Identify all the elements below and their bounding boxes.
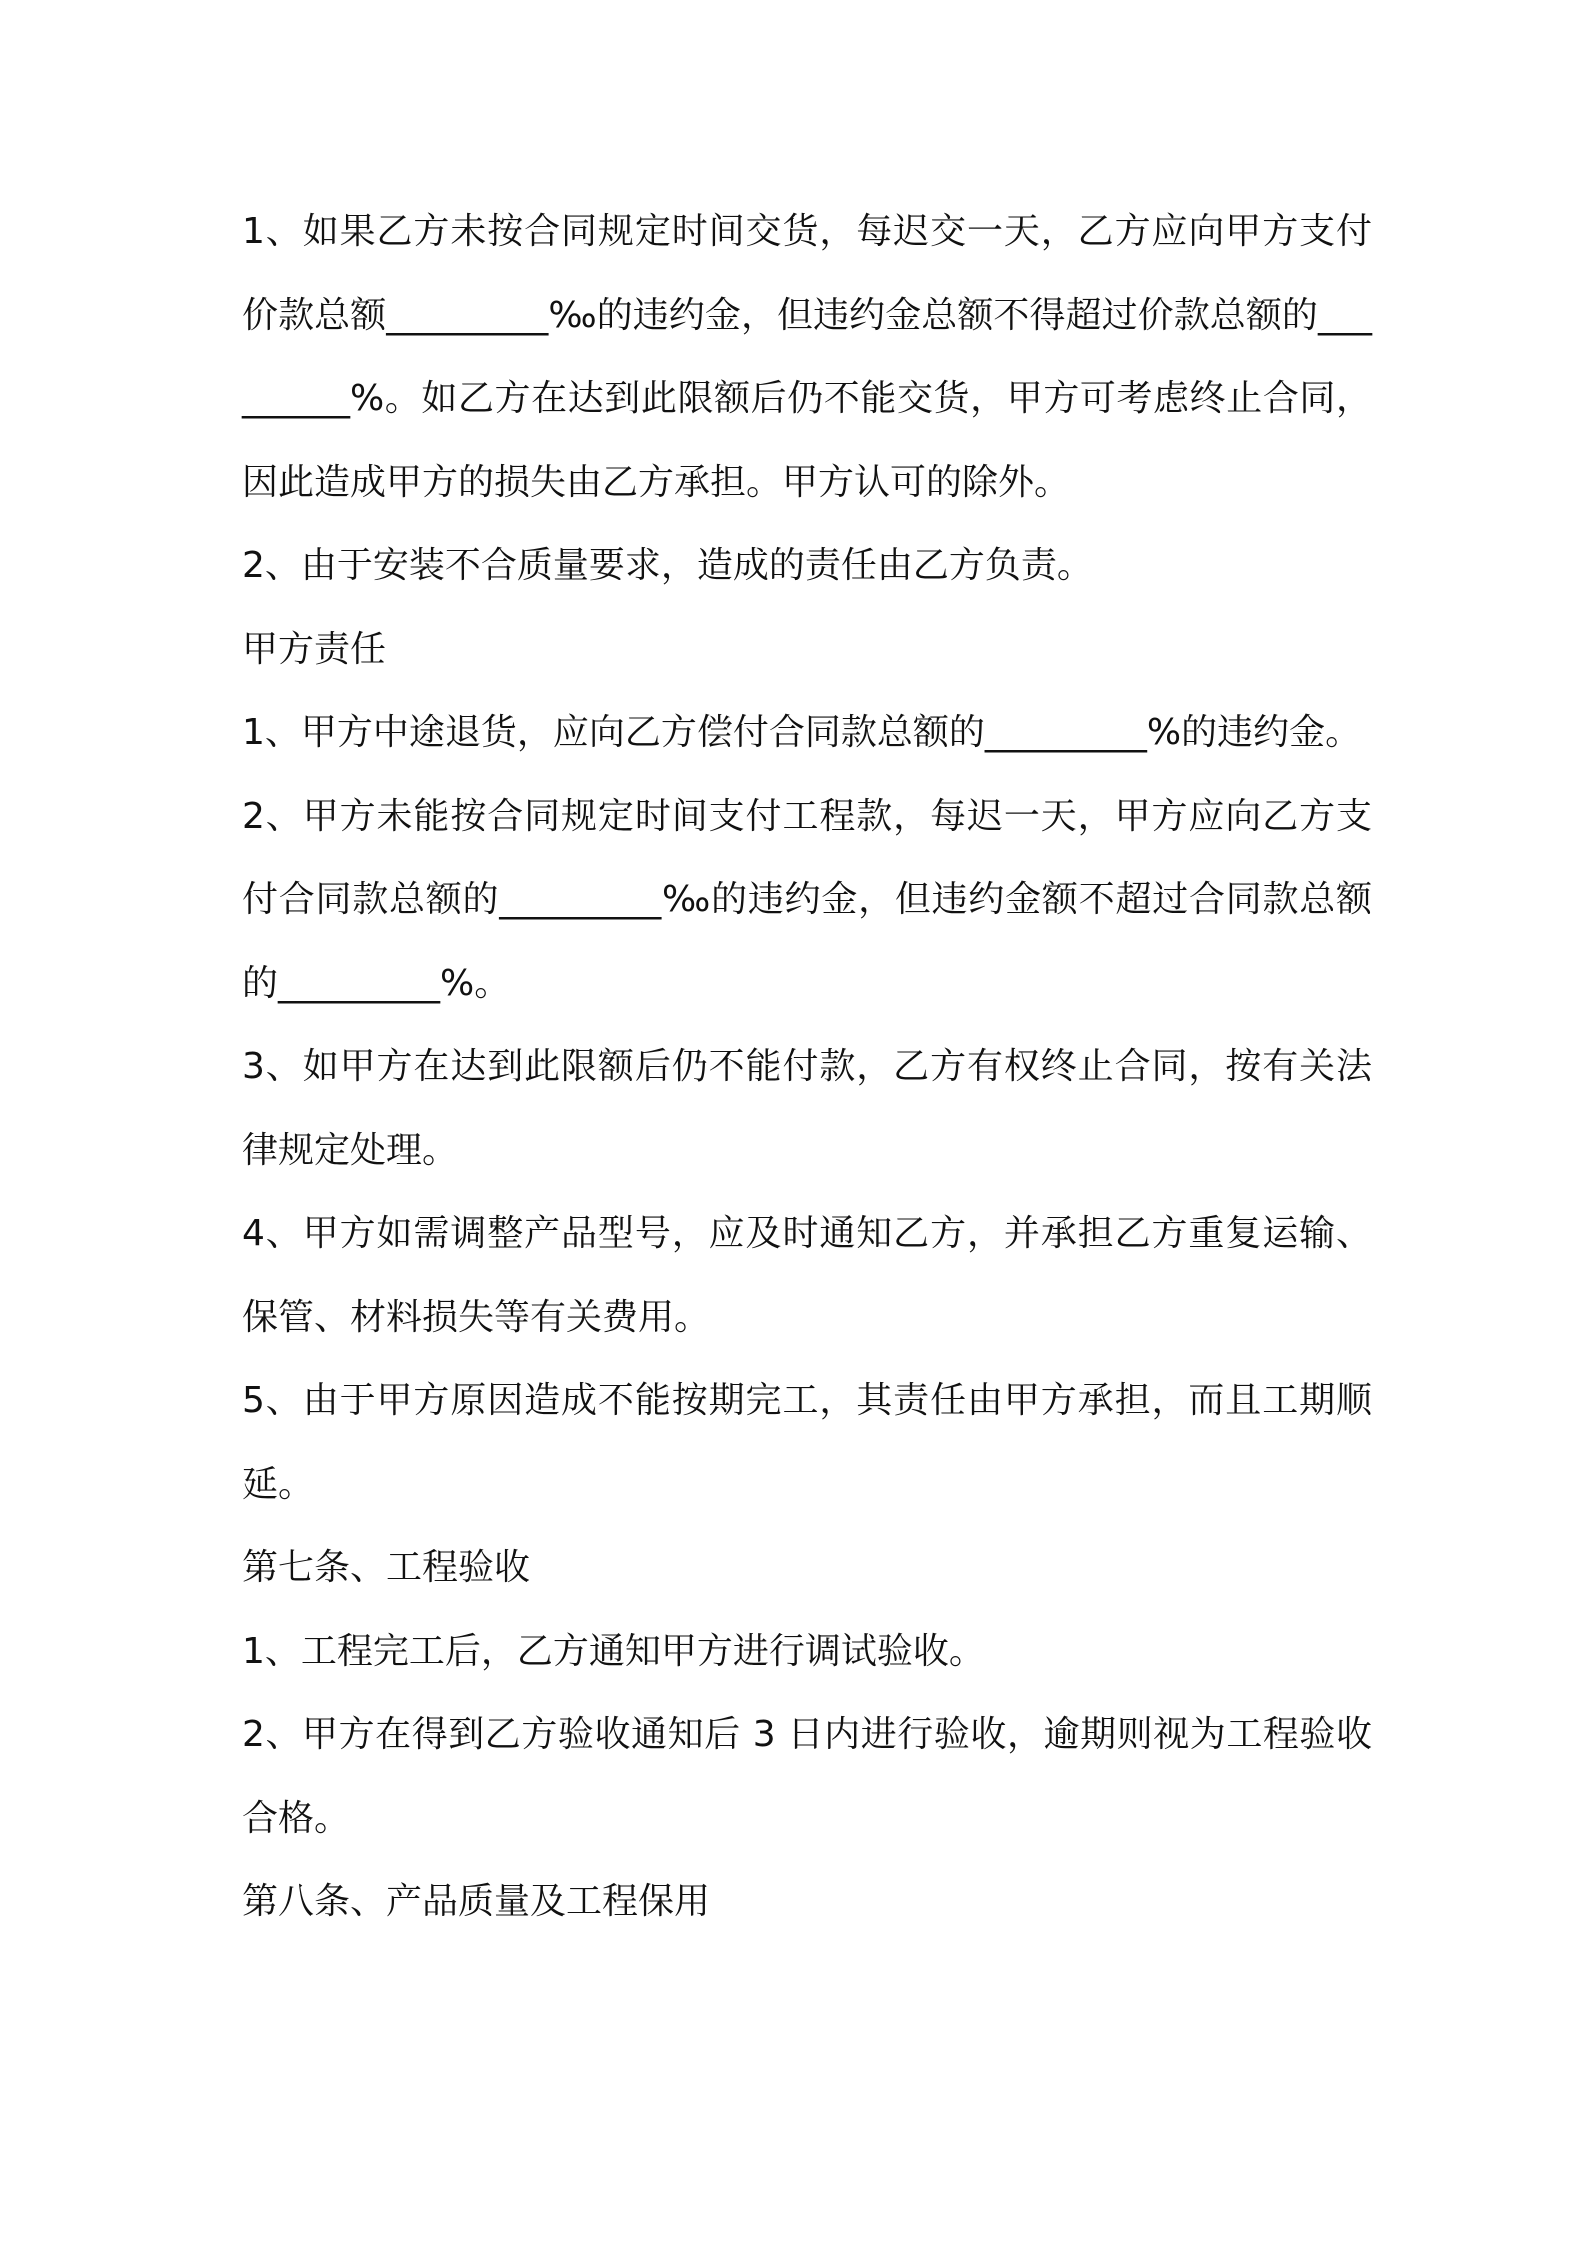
clause-termination-right: 3、如甲方在达到此限额后仍不能付款，乙方有权终止合同，按有关法律规定处理。 — [242, 1046, 1372, 1171]
section-heading-buyer-liability: 甲方责任 — [242, 628, 387, 670]
clause-buyer-late-payment: 2、甲方未能按合同规定时间支付工程款，每迟一天，甲方应向乙方支付合同款总额的_________‰的违约金，但违约金额不超过合同款总额的_________%。 — [242, 795, 1372, 1004]
clause-seller-late-delivery: 1、如果乙方未按合同规定时间交货，每迟交一天，乙方应向甲方支付价款总额_________‰的违约金，但违约金总额不得超过价款总额的_________%。如乙方在达到此限额后仍不能交货，甲方可考虑终止合同，因此造成甲方的损失由乙方承担。甲方认可的除外。 — [242, 211, 1372, 503]
document-body — [242, 190, 1372, 1944]
clause-delay-by-buyer: 5、由于甲方原因造成不能按期完工，其责任由甲方承担，而且工期顺延。 — [242, 1380, 1372, 1505]
clause-model-adjustment: 4、甲方如需调整产品型号，应及时通知乙方，并承担乙方重复运输、保管、材料损失等有关费用。 — [242, 1213, 1372, 1338]
article-heading-acceptance: 第七条、工程验收 — [242, 1547, 531, 1588]
article-heading-quality-warranty: 第八条、产品质量及工程保用 — [242, 1881, 711, 1922]
clause-buyer-return: 1、甲方中途退货，应向乙方偿付合同款总额的_________%的违约金。 — [242, 712, 1362, 753]
clause-completion-notice: 1、工程完工后，乙方通知甲方进行调试验收。 — [242, 1630, 985, 1672]
clause-installation-quality: 2、由于安装不合质量要求，造成的责任由乙方负责。 — [242, 545, 1093, 586]
clause-acceptance-deadline: 2、甲方在得到乙方验收通知后 3 日内进行验收，逾期则视为工程验收合格。 — [242, 1714, 1372, 1839]
